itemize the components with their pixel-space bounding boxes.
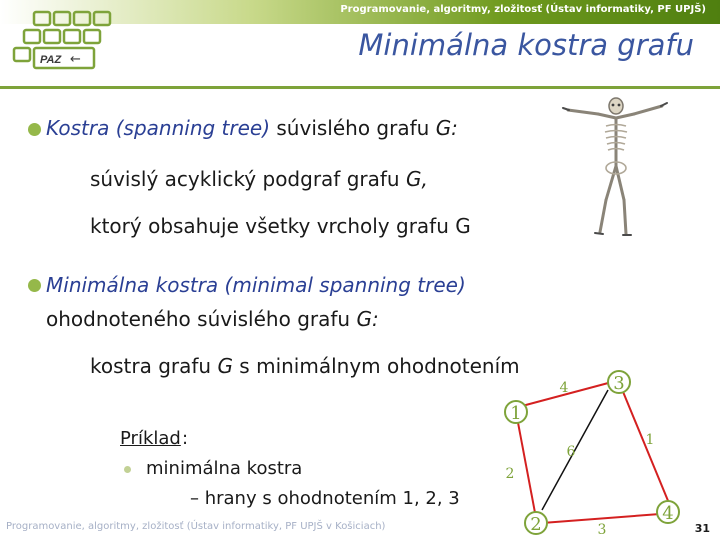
skeleton-image	[560, 96, 670, 241]
graph-node	[657, 501, 679, 524]
title-divider	[0, 86, 720, 89]
edge-weight-label: 1	[645, 432, 655, 448]
text: súvislého grafu	[270, 116, 436, 140]
graph-node	[608, 371, 630, 394]
graph-node-label: 2	[530, 514, 542, 535]
graph-edge-weight-2	[516, 412, 536, 518]
edge-weight-label: 6	[566, 444, 576, 460]
logo-arrow: ←	[70, 52, 81, 67]
definition-line-2: ktorý obsahuje všetky vrcholy grafu G	[90, 214, 471, 238]
symbol-g: G:	[356, 307, 379, 331]
text: súvislý acyklický podgraf grafu	[90, 167, 406, 191]
graph-node-label: 4	[662, 503, 674, 524]
slide-title: Minimálna kostra grafu	[358, 28, 694, 62]
example-subitem: – hrany s ohodnotením 1, 2, 3	[190, 488, 460, 509]
bullet-msf-line-2	[46, 307, 379, 331]
footer-text: Programovanie, algoritmy, zložitosť (Ústav informatiky, PF UPJŠ v Košiciach)	[6, 521, 386, 532]
course-title: Programovanie, algoritmy, zložitosť (Ústav informatiky, PF UPJŠ)	[340, 4, 706, 15]
edge-weight-label: 3	[597, 522, 607, 538]
msf-definition	[90, 354, 520, 378]
text: kostra grafu	[90, 354, 218, 378]
edge-weight-label: 4	[559, 380, 569, 396]
text: s minimálnym ohodnotením	[232, 354, 520, 378]
graph-node	[525, 512, 547, 535]
text: ohodnoteného súvislého grafu	[46, 307, 357, 331]
term-minimal-spanning-tree: Minimálna kostra (minimal spanning tree)	[46, 273, 466, 297]
example-label: Príklad	[120, 428, 181, 449]
bullet-dot	[28, 123, 41, 136]
example-graph	[480, 360, 700, 540]
logo-text: PAZ	[40, 54, 62, 66]
graph-node-label: 3	[613, 373, 625, 394]
edge-weight-label: 2	[505, 466, 515, 482]
sub-bullet-dot	[124, 466, 131, 473]
bullet-spanning-tree	[46, 116, 458, 140]
example-colon: :	[182, 428, 189, 449]
example-item: minimálna kostra	[146, 458, 303, 479]
definition-line-1	[90, 167, 428, 191]
symbol-g: G	[217, 354, 233, 378]
page-number: 31	[694, 522, 710, 535]
symbol-g: G,	[405, 167, 428, 191]
term-spanning-tree: Kostra (spanning tree)	[46, 116, 271, 140]
paz-logo	[10, 8, 120, 78]
graph-node-label: 1	[510, 403, 522, 424]
symbol-g: G:	[435, 116, 458, 140]
graph-node	[505, 401, 527, 424]
bullet-dot	[28, 279, 41, 292]
